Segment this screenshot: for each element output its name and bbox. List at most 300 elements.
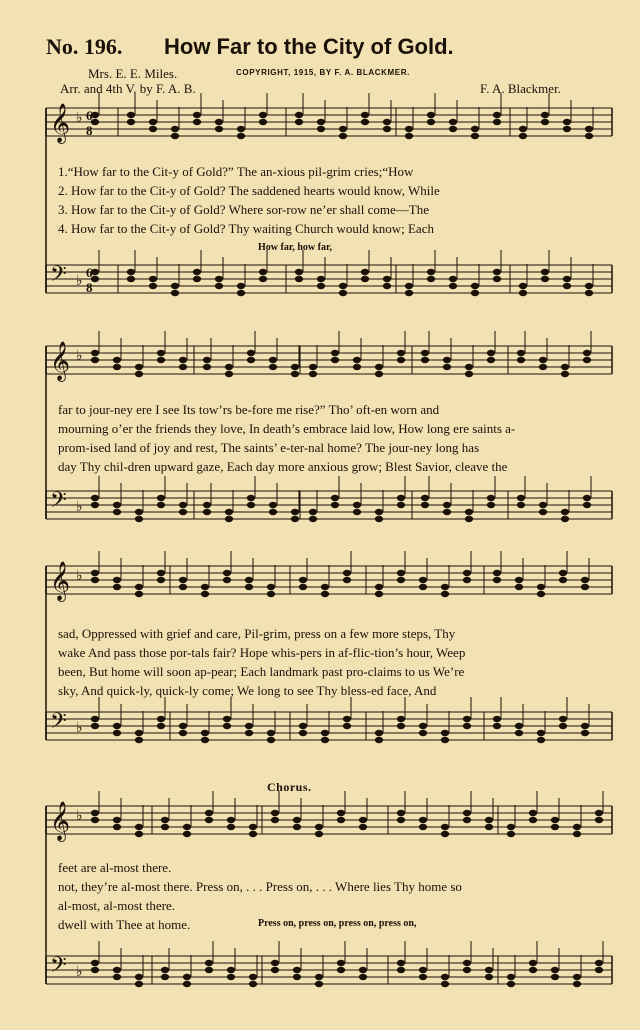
note-head	[493, 119, 501, 125]
note-head	[595, 960, 603, 966]
note-head	[223, 577, 231, 583]
bass-clef-icon: 𝄢	[50, 488, 67, 518]
note-head	[449, 283, 457, 289]
note-head	[91, 570, 99, 576]
note-head	[321, 591, 329, 597]
note-head	[361, 276, 369, 282]
note-head	[225, 516, 233, 522]
note-head	[135, 981, 143, 987]
note-head	[419, 967, 427, 973]
note-head	[507, 974, 515, 980]
note-head	[573, 824, 581, 830]
note-head	[215, 283, 223, 289]
note-head	[487, 357, 495, 363]
note-head	[515, 577, 523, 583]
note-head	[157, 577, 165, 583]
note-head	[201, 584, 209, 590]
note-head	[337, 810, 345, 816]
note-head	[295, 119, 303, 125]
note-head	[227, 974, 235, 980]
note-head	[183, 824, 191, 830]
note-head	[561, 364, 569, 370]
hymn-number: No. 196.	[46, 34, 123, 59]
note-head	[517, 350, 525, 356]
note-head	[171, 126, 179, 132]
note-head	[541, 112, 549, 118]
note-head	[519, 290, 527, 296]
note-head	[183, 831, 191, 837]
note-head	[585, 283, 593, 289]
note-head	[583, 357, 591, 363]
note-head	[581, 723, 589, 729]
note-head	[375, 730, 383, 736]
note-head	[515, 723, 523, 729]
note-head	[227, 817, 235, 823]
note-head	[215, 119, 223, 125]
note-head	[91, 350, 99, 356]
note-head	[295, 269, 303, 275]
note-head	[359, 974, 367, 980]
note-head	[397, 357, 405, 363]
note-head	[493, 716, 501, 722]
note-head	[397, 577, 405, 583]
note-head	[317, 276, 325, 282]
note-head	[419, 577, 427, 583]
note-head	[149, 283, 157, 289]
note-head	[267, 584, 275, 590]
note-head	[561, 371, 569, 377]
verse-3-line-3: been, But home will soon ap-pear; Each landmark past pro-claims to us We’re	[58, 664, 465, 679]
note-head	[581, 730, 589, 736]
hymn-title: How Far to the City of Gold.	[164, 34, 454, 59]
note-head	[113, 577, 121, 583]
system-2-lyrics	[58, 400, 608, 476]
note-head	[331, 495, 339, 501]
bass-clef-icon: 𝄢	[50, 709, 67, 739]
note-head	[493, 269, 501, 275]
note-head	[551, 817, 559, 823]
copyright: COPYRIGHT, 1915, BY F. A. BLACKMER.	[236, 68, 410, 77]
note-head	[223, 570, 231, 576]
note-head	[493, 723, 501, 729]
note-head	[537, 730, 545, 736]
note-head	[507, 981, 515, 987]
note-head	[205, 810, 213, 816]
note-head	[317, 283, 325, 289]
note-head	[331, 357, 339, 363]
note-head	[529, 960, 537, 966]
note-head	[247, 350, 255, 356]
note-head	[463, 716, 471, 722]
note-head	[171, 133, 179, 139]
note-head	[91, 810, 99, 816]
flat-icon: ♭	[76, 808, 83, 824]
note-head	[529, 817, 537, 823]
note-head	[397, 967, 405, 973]
note-head	[237, 126, 245, 132]
note-head	[315, 824, 323, 830]
note-head	[405, 126, 413, 132]
note-head	[225, 364, 233, 370]
note-head	[269, 364, 277, 370]
note-head	[427, 112, 435, 118]
note-head	[127, 112, 135, 118]
note-head	[113, 364, 121, 370]
note-head	[135, 730, 143, 736]
note-head	[247, 495, 255, 501]
note-head	[397, 350, 405, 356]
note-head	[227, 967, 235, 973]
note-head	[465, 516, 473, 522]
note-head	[573, 974, 581, 980]
note-head	[315, 981, 323, 987]
note-head	[517, 495, 525, 501]
note-head	[493, 112, 501, 118]
note-head	[193, 276, 201, 282]
note-head	[421, 495, 429, 501]
note-head	[343, 570, 351, 576]
note-head	[383, 276, 391, 282]
note-head	[485, 824, 493, 830]
note-head	[113, 817, 121, 823]
verse-3-line-4: al-most, al-most there.	[58, 898, 175, 913]
note-head	[135, 974, 143, 980]
note-head	[427, 119, 435, 125]
note-head	[247, 357, 255, 363]
note-head	[449, 126, 457, 132]
note-head	[563, 119, 571, 125]
note-head	[519, 133, 527, 139]
note-head	[375, 584, 383, 590]
note-head	[113, 502, 121, 508]
note-head	[249, 824, 257, 830]
note-head	[463, 577, 471, 583]
note-head	[485, 967, 493, 973]
note-head	[463, 810, 471, 816]
note-head	[135, 509, 143, 515]
note-head	[317, 119, 325, 125]
note-head	[443, 357, 451, 363]
note-head	[157, 495, 165, 501]
note-head	[375, 737, 383, 743]
note-head	[517, 357, 525, 363]
note-head	[321, 584, 329, 590]
note-head	[299, 584, 307, 590]
note-head	[135, 737, 143, 743]
note-head	[135, 584, 143, 590]
note-head	[441, 974, 449, 980]
note-head	[203, 364, 211, 370]
lyricist: Mrs. E. E. Miles.	[88, 66, 178, 81]
note-head	[183, 981, 191, 987]
note-head	[441, 981, 449, 987]
system-3-lyrics	[58, 624, 608, 700]
note-head	[361, 269, 369, 275]
flat-icon: ♭	[76, 110, 83, 126]
treble-time-signature-bottom: 8	[86, 123, 93, 138]
note-head	[419, 584, 427, 590]
note-head	[419, 730, 427, 736]
note-head	[419, 817, 427, 823]
note-head	[157, 502, 165, 508]
note-head	[149, 276, 157, 282]
note-head	[539, 502, 547, 508]
note-head	[419, 824, 427, 830]
note-head	[383, 126, 391, 132]
note-head	[375, 591, 383, 597]
note-head	[157, 350, 165, 356]
note-head	[247, 502, 255, 508]
bass-echo-words-4: Press on, press on, press on, press on,	[258, 918, 417, 929]
note-head	[563, 283, 571, 289]
note-head	[493, 276, 501, 282]
note-head	[421, 350, 429, 356]
note-head	[427, 276, 435, 282]
note-head	[405, 283, 413, 289]
note-head	[419, 723, 427, 729]
note-head	[171, 283, 179, 289]
note-head	[267, 591, 275, 597]
note-head	[507, 831, 515, 837]
note-head	[463, 967, 471, 973]
note-head	[315, 974, 323, 980]
note-head	[245, 730, 253, 736]
note-head	[157, 716, 165, 722]
note-head	[161, 824, 169, 830]
note-head	[91, 967, 99, 973]
note-head	[337, 817, 345, 823]
note-head	[515, 730, 523, 736]
note-head	[149, 126, 157, 132]
note-head	[237, 290, 245, 296]
chorus-label: Chorus.	[267, 780, 312, 794]
note-head	[291, 509, 299, 515]
note-head	[193, 112, 201, 118]
note-head	[225, 371, 233, 377]
note-head	[205, 960, 213, 966]
note-head	[201, 737, 209, 743]
note-head	[135, 364, 143, 370]
note-head	[443, 509, 451, 515]
note-head	[441, 824, 449, 830]
note-head	[585, 126, 593, 132]
note-head	[581, 584, 589, 590]
note-head	[127, 276, 135, 282]
treble-clef-icon: 𝄞	[50, 341, 71, 381]
note-head	[507, 824, 515, 830]
note-head	[249, 831, 257, 837]
note-head	[563, 276, 571, 282]
note-head	[237, 283, 245, 289]
note-head	[361, 119, 369, 125]
note-head	[487, 495, 495, 501]
note-head	[559, 716, 567, 722]
note-head	[493, 577, 501, 583]
note-head	[421, 357, 429, 363]
note-head	[91, 495, 99, 501]
note-head	[375, 364, 383, 370]
note-head	[183, 974, 191, 980]
note-head	[203, 509, 211, 515]
verse-4-line-3: sky, And quick-ly, quick-ly come; We long to see Thy bless-ed face, And	[58, 683, 437, 698]
note-head	[135, 591, 143, 597]
treble-clef-icon: 𝄞	[50, 801, 71, 841]
note-head	[149, 119, 157, 125]
verse-3-line-2: prom-ised land of joy and rest, The saints’ e-ter-nal home? The jour-ney long has	[58, 440, 480, 455]
note-head	[551, 974, 559, 980]
note-head	[201, 591, 209, 597]
note-head	[267, 737, 275, 743]
note-head	[179, 502, 187, 508]
note-head	[339, 283, 347, 289]
note-head	[405, 133, 413, 139]
note-head	[249, 981, 257, 987]
note-head	[441, 730, 449, 736]
note-head	[585, 133, 593, 139]
note-head	[559, 570, 567, 576]
note-head	[337, 967, 345, 973]
note-head	[519, 283, 527, 289]
note-head	[383, 283, 391, 289]
note-head	[295, 112, 303, 118]
verse-2-line-3: wake And pass those por-tals fair? Hope whis-pers in af-flic-tion’s hour, Weep	[58, 645, 466, 660]
note-head	[529, 967, 537, 973]
note-head	[113, 357, 121, 363]
note-head	[539, 509, 547, 515]
treble-clef-icon: 𝄞	[50, 103, 71, 143]
note-head	[259, 112, 267, 118]
note-head	[249, 974, 257, 980]
note-head	[441, 584, 449, 590]
note-head	[485, 817, 493, 823]
note-head	[443, 502, 451, 508]
note-head	[397, 570, 405, 576]
note-head	[245, 577, 253, 583]
note-head	[179, 723, 187, 729]
verse-2-line-4: not, they’re al-most there. Press on, . . . Press on, . . . Where lies Thy home so	[58, 879, 462, 894]
note-head	[299, 577, 307, 583]
verse-4-line-1: 4. How far to the Cit-y of Gold? Thy waiting Church would know; Each	[58, 221, 434, 236]
treble-time-signature-top: 6	[86, 108, 93, 123]
bass-clef-icon: 𝄢	[50, 953, 67, 983]
note-head	[539, 364, 547, 370]
note-head	[113, 509, 121, 515]
note-head	[471, 133, 479, 139]
note-head	[309, 371, 317, 377]
note-head	[269, 509, 277, 515]
note-head	[581, 577, 589, 583]
note-head	[91, 960, 99, 966]
verse-4-line-2: day Thy chil-dren upward gaze, Each day more anxious grow; Blest Savior, cleave the	[58, 459, 508, 474]
note-head	[293, 817, 301, 823]
note-head	[161, 967, 169, 973]
note-head	[315, 831, 323, 837]
note-head	[299, 730, 307, 736]
note-head	[463, 960, 471, 966]
note-head	[359, 817, 367, 823]
note-head	[179, 509, 187, 515]
note-head	[573, 981, 581, 987]
note-head	[299, 723, 307, 729]
note-head	[537, 737, 545, 743]
note-head	[267, 730, 275, 736]
note-head	[405, 290, 413, 296]
note-head	[157, 357, 165, 363]
note-head	[135, 831, 143, 837]
note-head	[397, 810, 405, 816]
note-head	[91, 357, 99, 363]
note-head	[91, 716, 99, 722]
flat-icon: ♭	[76, 273, 83, 289]
note-head	[559, 577, 567, 583]
note-head	[517, 502, 525, 508]
note-head	[113, 723, 121, 729]
flat-icon: ♭	[76, 568, 83, 584]
note-head	[205, 817, 213, 823]
note-head	[361, 112, 369, 118]
note-head	[471, 126, 479, 132]
note-head	[585, 290, 593, 296]
note-head	[449, 119, 457, 125]
note-head	[113, 730, 121, 736]
note-head	[551, 967, 559, 973]
note-head	[463, 723, 471, 729]
note-head	[337, 960, 345, 966]
note-head	[237, 133, 245, 139]
note-head	[485, 974, 493, 980]
note-head	[259, 276, 267, 282]
note-head	[309, 516, 317, 522]
note-head	[463, 570, 471, 576]
note-head	[205, 967, 213, 973]
note-head	[113, 974, 121, 980]
note-head	[203, 502, 211, 508]
note-head	[321, 730, 329, 736]
note-head	[359, 967, 367, 973]
note-head	[271, 960, 279, 966]
note-head	[541, 269, 549, 275]
note-head	[331, 502, 339, 508]
treble-clef-icon: 𝄞	[50, 561, 71, 601]
note-head	[537, 584, 545, 590]
note-head	[493, 570, 501, 576]
note-head	[91, 723, 99, 729]
note-head	[309, 364, 317, 370]
note-head	[397, 502, 405, 508]
note-head	[179, 584, 187, 590]
note-head	[383, 119, 391, 125]
note-head	[259, 269, 267, 275]
note-head	[331, 350, 339, 356]
note-head	[419, 974, 427, 980]
note-head	[595, 817, 603, 823]
note-head	[583, 495, 591, 501]
note-head	[193, 269, 201, 275]
note-head	[269, 502, 277, 508]
note-head	[559, 723, 567, 729]
note-head	[113, 824, 121, 830]
note-head	[291, 364, 299, 370]
note-head	[157, 570, 165, 576]
note-head	[293, 974, 301, 980]
verse-1-line-2: far to jour-ney ere I see Its tow’rs be-fore me rise?” Tho’ oft-en worn and	[58, 402, 440, 417]
note-head	[449, 276, 457, 282]
note-head	[353, 364, 361, 370]
note-head	[127, 119, 135, 125]
verse-4-line-4: dwell with Thee at home.	[58, 917, 191, 932]
note-head	[113, 584, 121, 590]
note-head	[529, 810, 537, 816]
